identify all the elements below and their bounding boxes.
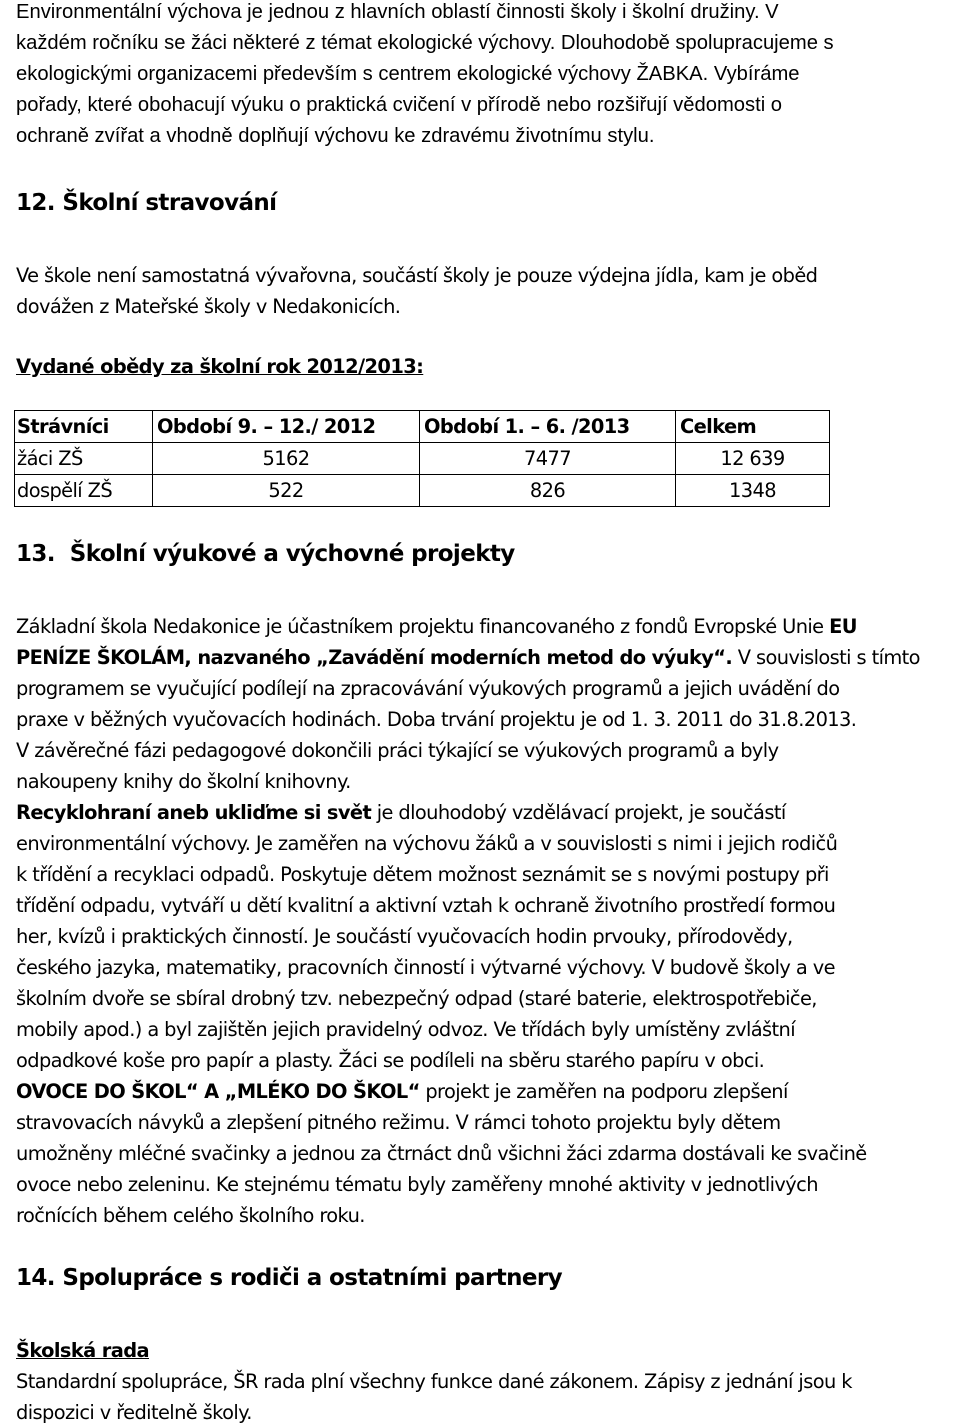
text-line: ekologickými organizacemi především s centrem ekologické výchovy ŽABKA. Vybíráme: [16, 63, 800, 85]
text-line: environmentální výchovy. Je zaměřen na výchovu žáků a v souvislosti s nimi i jejich rodičů: [16, 832, 838, 855]
text-line: dispozici v ředitelně školy.: [16, 1401, 252, 1424]
text-line: českého jazyka, matematiky, pracovních činností i výtvarné výchovy. V budově školy a ve: [16, 956, 835, 979]
text-line: V závěrečné fázi pedagogové dokončili práci týkající se výukových programů a byly: [16, 739, 779, 762]
text-run: projekt je zaměřen na podporu zlepšení: [419, 1080, 788, 1103]
school-council-heading: Školská rada: [16, 1339, 149, 1362]
section-14-heading: 14. Spolupráce s rodiči a ostatními partnery: [16, 1265, 562, 1291]
table-header-cell: Období 1. – 6. /2013: [420, 411, 676, 443]
text-line: odpadkové koše pro papír a plasty. Žáci se podíleli na sběru starého papíru v obci.: [16, 1049, 765, 1072]
table-header-cell: Strávníci: [15, 411, 153, 443]
text-run: je dlouhodobý vzdělávací projekt, je součástí: [371, 801, 786, 824]
text-line: dovážen z Mateřské školy v Nedakonicích.: [16, 295, 401, 318]
table-cell: 12 639: [676, 443, 830, 475]
meals-table-title: Vydané obědy za školní rok 2012/2013:: [16, 355, 424, 378]
text-line: každém ročníku se žáci některé z témat ekologické výchovy. Dlouhodobě spolupracujeme s: [16, 32, 834, 54]
meals-table: [14, 410, 830, 507]
text-line: umožněny mléčné svačinky a jednou za čtrnáct dnů všichni žáci zdarma dostávali ke svačině: [16, 1142, 867, 1165]
intro-paragraph: [16, 0, 834, 152]
text-line: programem se vyučující podílejí na zpracovávání výukových programů a jejich uvádění do: [16, 677, 840, 700]
table-cell: 7477: [420, 443, 676, 475]
text-line: her, kvízů i praktických činností. Je součástí vyučovacích hodin prvouky, přírodovědy,: [16, 925, 793, 948]
table-cell: 5162: [153, 443, 420, 475]
text-run-bold: OVOCE DO ŠKOL“ A „MLÉKO DO ŠKOL“: [16, 1080, 420, 1103]
table-header-cell: Období 9. – 12./ 2012: [153, 411, 420, 443]
section-12-heading: 12. Školní stravování: [16, 190, 277, 216]
text-run-bold: PENÍZE ŠKOLÁM, nazvaného „Zavádění moderních metod do výuky“.: [16, 646, 733, 669]
text-line: Environmentální výchova je jednou z hlavních oblastí činnosti školy i školní družiny. V: [16, 1, 779, 23]
table-cell: žáci ZŠ: [15, 443, 153, 475]
text-line: ročnících během celého školního roku.: [16, 1204, 365, 1227]
table-cell: 1348: [676, 475, 830, 507]
text-line: ochraně zvířat a vhodně doplňují výchovu ke zdravému životnímu stylu.: [16, 125, 655, 147]
text-line: Ve škole není samostatná vývařovna, součástí školy je pouze výdejna jídla, kam je oběd: [16, 264, 818, 287]
table-header-row: [15, 411, 830, 443]
section-13-title: Školní výukové a výchovné projekty: [69, 541, 515, 567]
text-run: Základní škola Nedakonice je účastníkem projektu financovaného z fondů Evropské Unie: [16, 615, 830, 638]
section-14-paragraph: [16, 1366, 852, 1428]
text-run-bold: Recyklohraní aneb ukliďme si svět: [16, 801, 372, 824]
text-line: školním dvoře se sbíral drobný tzv. nebezpečný odpad (staré baterie, elektrospotřebiče,: [16, 987, 817, 1010]
text-line: k třídění a recyklaci odpadů. Poskytuje dětem možnost seznámit se s novými postupy při: [16, 863, 829, 886]
text-run-bold: EU: [829, 615, 857, 638]
text-line: [16, 642, 920, 673]
text-line: [16, 797, 920, 828]
table-cell: dospělí ZŠ: [15, 475, 153, 507]
table-row: [15, 475, 830, 507]
table-row: [15, 443, 830, 475]
text-line: stravovacích návyků a zlepšení pitného režimu. V rámci tohoto projektu byly dětem: [16, 1111, 781, 1134]
table-header-cell: Celkem: [676, 411, 830, 443]
text-line: třídění odpadu, vytváří u dětí kvalitní a aktivní vztah k ochraně životního prostředí formou: [16, 894, 836, 917]
text-line: ovoce nebo zeleninu. Ke stejnému tématu byly zaměřeny mnohé aktivity v jednotlivých: [16, 1173, 818, 1196]
section-13-heading: [16, 541, 515, 567]
section-13-number: 13.: [16, 541, 55, 567]
text-line: praxe v běžných vyučovacích hodinách. Doba trvání projektu je od 1. 3. 2011 do 31.8.2013.: [16, 708, 857, 731]
table-cell: 826: [420, 475, 676, 507]
text-line: [16, 611, 920, 642]
text-line: pořady, které obohacují výuku o praktická cvičení v přírodě nebo rozšiřují vědomosti o: [16, 94, 783, 116]
text-line: nakoupeny knihy do školní knihovny.: [16, 770, 351, 793]
text-run: V souvislosti s tímto: [732, 646, 920, 669]
text-line: [16, 1076, 920, 1107]
table-cell: 522: [153, 475, 420, 507]
text-line: mobily apod.) a byl zajištěn jejich pravidelný odvoz. Ve třídách byly umístěny zvláštní: [16, 1018, 796, 1041]
section-12-paragraph: [16, 260, 817, 322]
text-line: Standardní spolupráce, ŠR rada plní všechny funkce dané zákonem. Zápisy z jednání jsou k: [16, 1370, 852, 1393]
section-13-body: [16, 611, 920, 1231]
